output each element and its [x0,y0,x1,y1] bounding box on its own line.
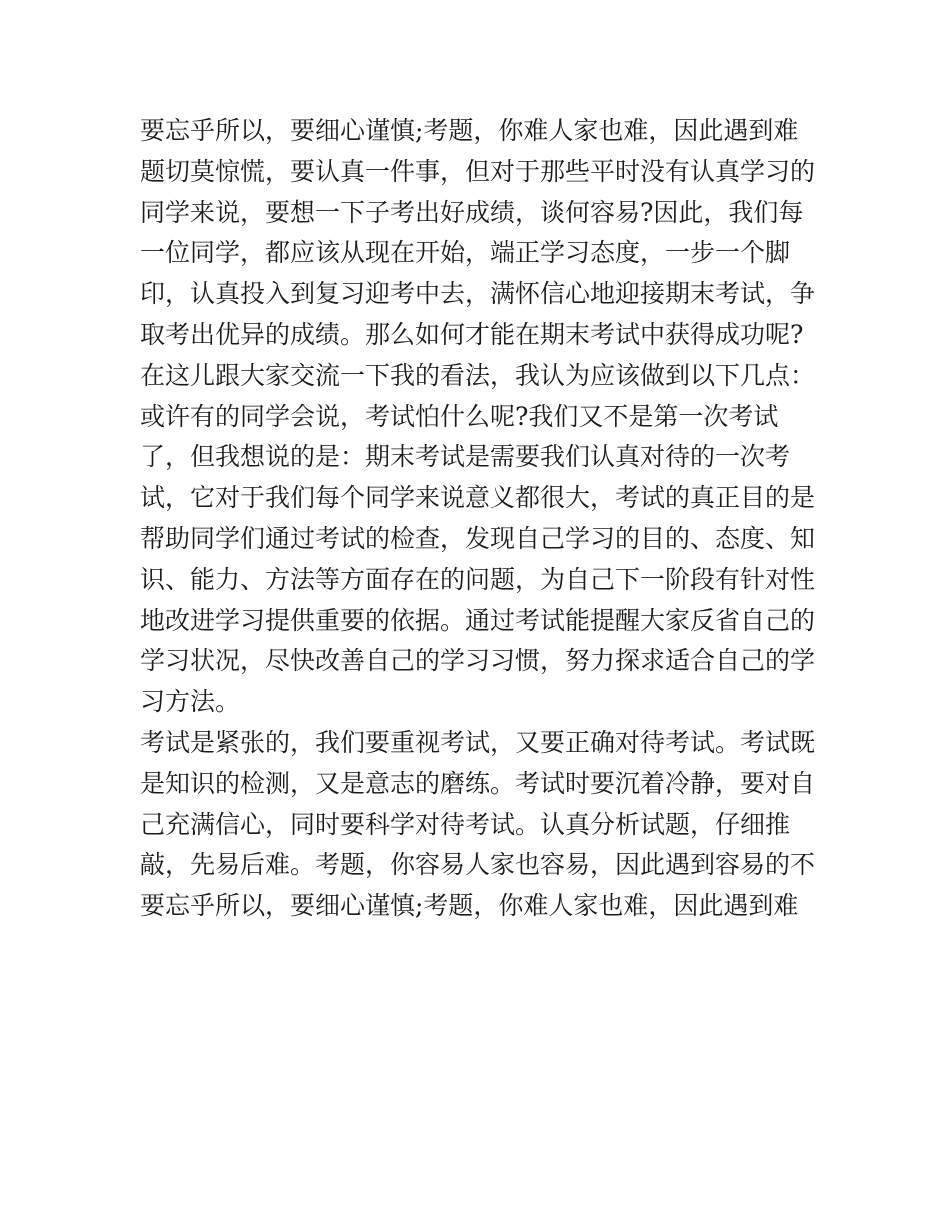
text-line: 印，认真投入到复习迎考中去，满怀信心地迎接期末考试，争 [140,279,816,309]
text-line: 要忘乎所以，要细心谨慎;考题，你难人家也难，因此遇到难 [140,116,799,145]
text-line: 同学来说，要想一下子考出好成绩，谈何容易?因此，我们每 [140,197,804,227]
text-line: 识、能力、方法等方面存在的问题，为自己下一阶段有针对性 [140,564,816,594]
text-line: 或许有的同学会说，考试怕什么呢?我们又不是第一次考试 [140,401,779,431]
text-line: 习方法。 [140,687,241,717]
text-line: 是知识的检测，又是意志的磨练。考试时要沉着冷静，要对自 [140,768,816,798]
text-line: 地改进学习提供重要的依据。通过考试能提醒大家反省自己的 [140,605,816,635]
text-line: 学习状况，尽快改善自己的学习习惯，努力探求适合自己的学 [140,646,816,676]
text-line: 己充满信心，同时要科学对待考试。认真分析试题，仔细推 [140,809,791,839]
text-line: 取考出优异的成绩。那么如何才能在期末考试中获得成功呢? [140,319,804,349]
text-line: 敲，先易后难。考题，你容易人家也容易，因此遇到容易的不 [140,850,816,880]
body-text [140,111,830,927]
text-line: 试，它对于我们每个同学来说意义都很大，考试的真正目的是 [140,483,816,513]
text-line: 一位同学，都应该从现在开始，端正学习态度，一步一个脚 [140,238,791,268]
text-line: 在这儿跟大家交流一下我的看法，我认为应该做到以下几点： [140,360,816,390]
text-line: 要忘乎所以，要细心谨慎;考题，你难人家也难，因此遇到难 [140,891,799,921]
text-line: 考试是紧张的，我们要重视考试，又要正确对待考试。考试既 [140,727,816,757]
text-line: 帮助同学们通过考试的检查，发现自己学习的目的、态度、知 [140,523,816,553]
text-line: 了，但我想说的是：期末考试是需要我们认真对待的一次考 [140,442,791,472]
text-line: 题切莫惊慌，要认真一件事，但对于那些平时没有认真学习的 [140,156,816,186]
